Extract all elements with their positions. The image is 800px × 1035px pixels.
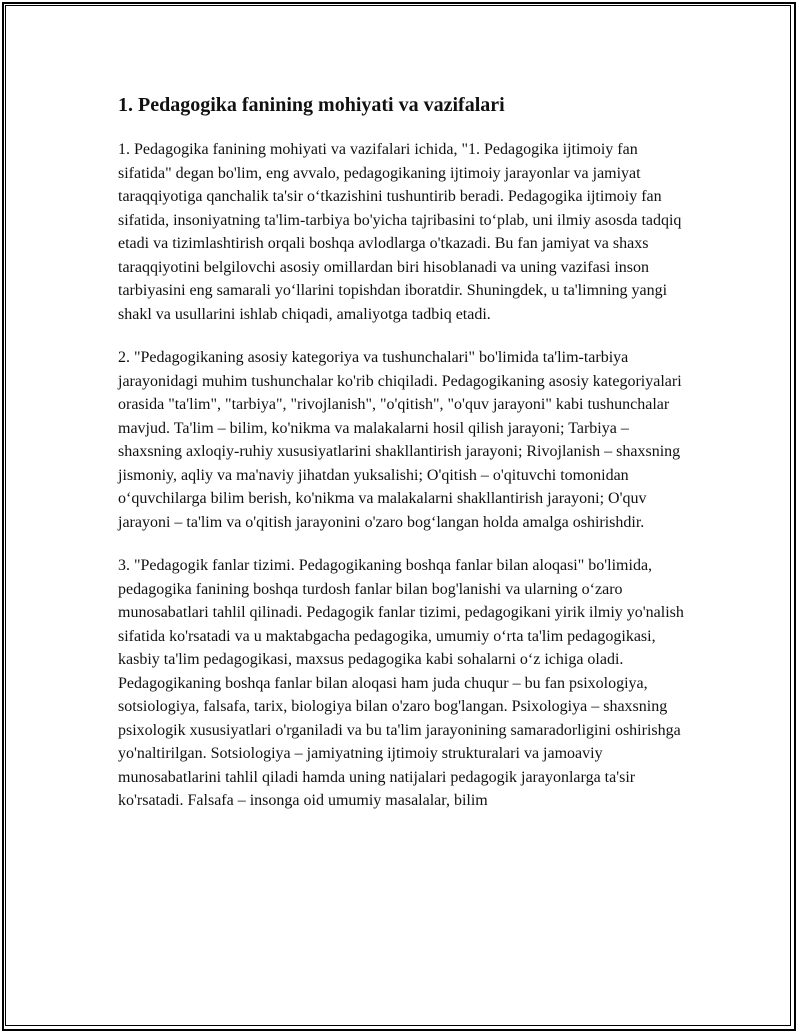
paragraph-2: 2. "Pedagogikaning asosiy kategoriya va tushunchalari" bo'limida ta'lim-tarbiya jarayonidagi muhim tushunchalar ko'rib chiqiladi. Pedagogikaning asosiy kategoriyalari orasida "ta'lim", "tarbiya", "rivojlanish", "o'qitish", "o'quv jarayoni" kabi tushunchalar mavjud. Ta'lim – bilim, ko'nikma va malakalarni hosil qilish jarayoni; Tarbiya – shaxsning axloqiy-ruhiy xususiyatlarini shakllantirish jarayoni; Rivojlanish – shaxsning jismoniy, aqliy va ma'naviy jihatdan yuksalishi; O'qitish – o'qituvchi tomonidan o‘quvchilarga bilim berish, ko'nikma va malakalarni shakllantirish jarayoni; O'quv jarayoni – ta'lim va o'qitish jarayonini o'zaro bog‘langan holda amalga oshirishdir. [118,349,682,531]
paragraph-3: 3. "Pedagogik fanlar tizimi. Pedagogikaning boshqa fanlar bilan aloqasi" bo'limida, pedagogika fanining boshqa turdosh fanlar bilan bog'lanishi va ularning o‘zaro munosabatlari tahlil qilinadi. Pedagogik fanlar tizimi, pedagogikani yirik ilmiy yo'nalish sifatida ko'rsatadi va u maktabgacha pedagogika, umumiy o‘rta ta'lim pedagogikasi, kasbiy ta'lim pedagogikasi, maxsus pedagogika kabi sohalarni o‘z ichiga oladi. Pedagogikaning boshqa fanlar bilan aloqasi ham juda chuqur – bu fan psixologiya, sotsiologiya, falsafa, tarix, biologiya bilan o'zaro bog'langan. Psixologiya – shaxsning psixologik xususiyatlari o'rganiladi va bu ta'lim jarayonining samaradorligini oshirishga yo'naltirilgan. Sotsiologiya – jamiyatning ijtimoiy strukturalari va jamoaviy munosabatlarini tahlil qiladi hamda uning natijalari pedagogik jarayonlarga ta'sir ko'rsatadi. Falsafa – insonga oid umumiy masalalar, bilim [118,557,684,809]
section-heading: 1. Pedagogika fanining mohiyati va vazifalari [118,94,505,116]
document-body [118,92,688,833]
paragraph-1: 1. Pedagogika fanining mohiyati va vazifalari ichida, "1. Pedagogika ijtimoiy fan sifatida" degan bo'lim, eng avvalo, pedagogikaning ijtimoiy jarayonlar va jamiyat taraqqiyotiga qanchalik ta'sir o‘tkazishini tushuntirib beradi. Pedagogika ijtimoiy fan sifatida, insoniyatning ta'lim-tarbiya bo'yicha tajribasini to‘plab, uni ilmiy asosda tadqiq etadi va tizimlashtirish orqali boshqa avlodlarga o'tkazadi. Bu fan jamiyat va shaxs taraqqiyotini belgilovchi asosiy omillardan biri hisoblanadi va uning vazifasi inson tarbiyasini eng samarali yo‘llarini topishdan iboratdir. Shuningdek, u ta'limning yangi shakl va usullarini ishlab chiqadi, amaliyotga tadbiq etadi. [118,141,682,323]
